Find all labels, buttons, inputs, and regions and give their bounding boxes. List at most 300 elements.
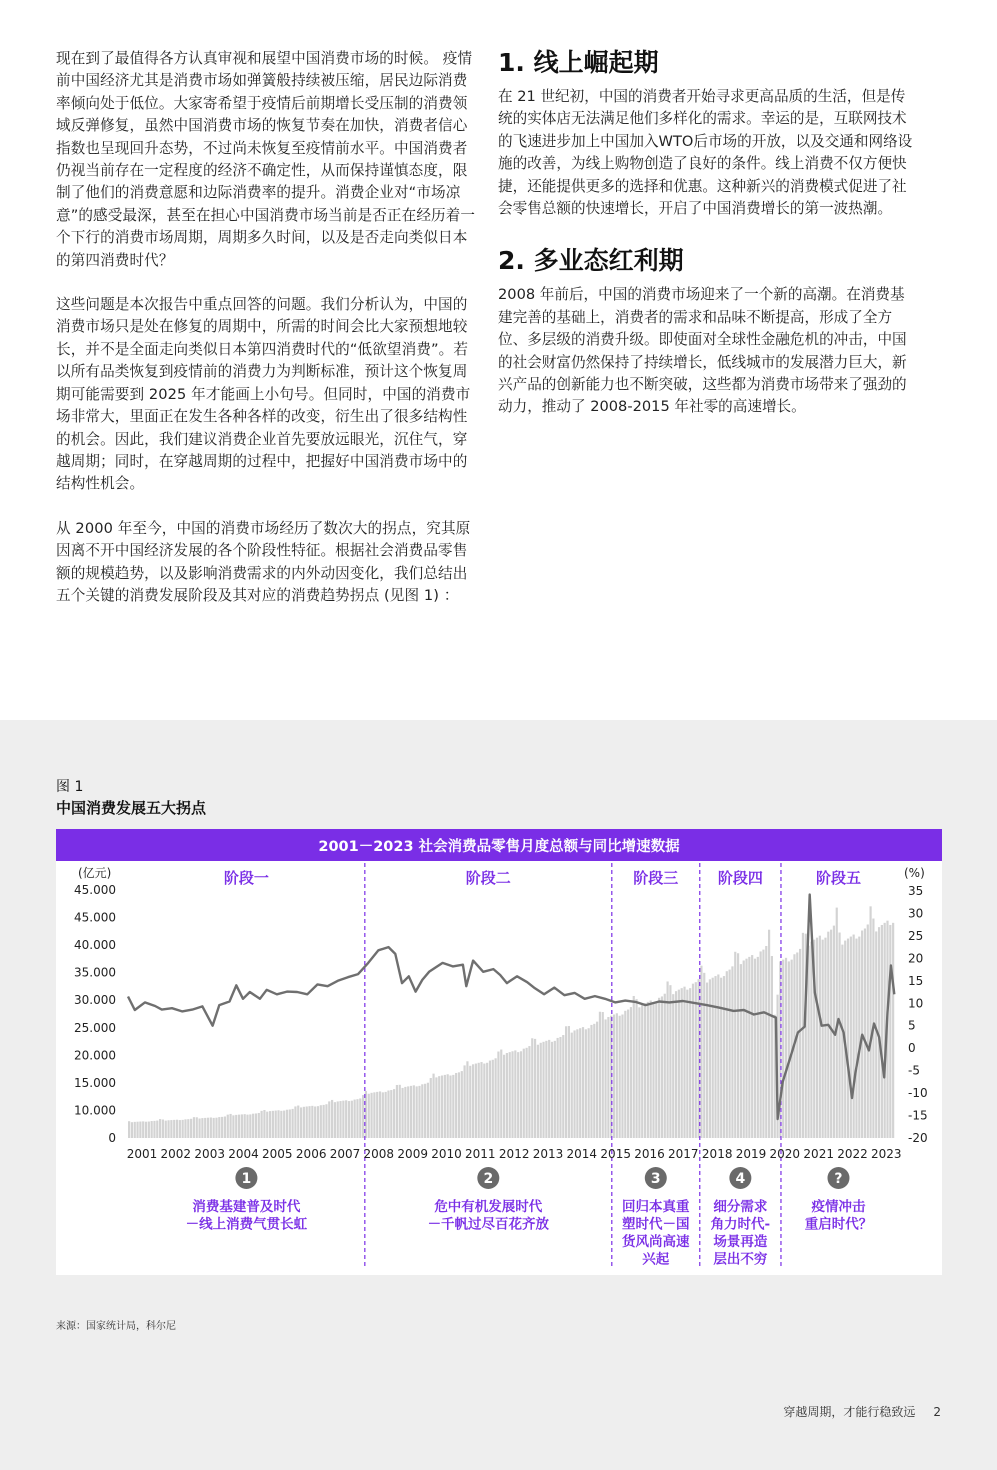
retail-bar (249, 1114, 251, 1138)
retail-bar (613, 1015, 615, 1139)
retail-bar (399, 1085, 401, 1138)
retail-bar (170, 1120, 172, 1138)
retail-bar (526, 1048, 528, 1138)
retail-bar (534, 1039, 536, 1138)
retail-bar (714, 976, 716, 1138)
retail-bar (418, 1086, 420, 1138)
retail-bar (796, 952, 798, 1138)
retail-bar (621, 1015, 623, 1139)
stage-labels (224, 869, 861, 887)
retail-bar (604, 1019, 606, 1138)
retail-bar (136, 1122, 138, 1138)
retail-bar (720, 978, 722, 1138)
retail-bar (215, 1118, 217, 1138)
retail-bar (517, 1052, 519, 1138)
retail-bar (196, 1117, 198, 1138)
retail-bar (754, 959, 756, 1138)
right-axis-tick: 35 (908, 884, 924, 898)
stage-description-line: 塑时代－国 (622, 1216, 690, 1233)
left-axis-tick: 45.000 (74, 883, 116, 897)
x-axis-tick: 2010 (431, 1147, 462, 1161)
retail-bar (447, 1074, 449, 1138)
retail-bar (466, 1061, 468, 1138)
right-axis-tick: 20 (908, 951, 924, 966)
retail-bar (328, 1101, 330, 1138)
retail-bar (495, 1058, 497, 1138)
retail-bar (565, 1026, 567, 1138)
retail-bar (655, 1002, 657, 1138)
retail-bar (672, 994, 674, 1138)
stage-description-line: 兴起 (642, 1251, 670, 1268)
retail-bar (762, 950, 764, 1138)
x-axis-tick: 2018 (701, 1147, 733, 1161)
retail-bar (390, 1090, 392, 1138)
retail-bar (768, 930, 770, 1138)
retail-bar (585, 1029, 587, 1138)
figure-title: 中国消费发展五大拐点 (56, 799, 207, 817)
retail-bar (624, 1011, 626, 1138)
retail-bar (554, 1041, 556, 1138)
left-axis-tick: 20.000 (74, 1048, 116, 1063)
retail-bar (331, 1100, 333, 1138)
retail-bar (864, 929, 866, 1139)
stages-column (498, 46, 918, 443)
retail-bar (263, 1110, 265, 1138)
retail-bar (785, 958, 787, 1138)
retail-bar (238, 1115, 240, 1138)
retail-bar (593, 1024, 595, 1138)
retail-bar (342, 1101, 344, 1138)
retail-bar (500, 1050, 502, 1138)
retail-bar (283, 1111, 285, 1138)
retail-bar (416, 1086, 418, 1138)
stage-label: 阶段三 (633, 869, 679, 887)
stage-badge-number: 2 (483, 1171, 494, 1187)
retail-bar (537, 1045, 539, 1138)
figure-number: 图 1 (56, 779, 84, 795)
x-axis-tick: 2004 (228, 1147, 259, 1161)
x-axis-tick: 2009 (397, 1147, 428, 1161)
retail-bar (590, 1025, 592, 1138)
retail-bar (855, 939, 857, 1138)
retail-bar (788, 961, 790, 1138)
retail-bar (743, 960, 745, 1138)
retail-bar (449, 1076, 451, 1138)
retail-bar (368, 1094, 370, 1138)
retail-bar (486, 1063, 488, 1138)
retail-bar (413, 1085, 415, 1138)
retail-bar (483, 1064, 485, 1138)
retail-bar (641, 1005, 643, 1138)
stage-label: 阶段五 (815, 869, 861, 887)
retail-bar (568, 1026, 570, 1138)
section-heading-multiformat: 2. 多业态红利期 (498, 246, 684, 276)
retail-bar (492, 1060, 494, 1138)
retail-bar (647, 1002, 649, 1138)
retail-bar (559, 1037, 561, 1138)
stage-badge-number: 4 (735, 1171, 746, 1187)
retail-bar (458, 1072, 460, 1138)
retail-bar (227, 1115, 229, 1138)
left-axis-tick: 15.000 (74, 1075, 116, 1090)
right-axis-tick: 0 (908, 1041, 916, 1056)
retail-bar (658, 998, 660, 1138)
retail-bar (297, 1106, 299, 1138)
retail-bar (167, 1120, 169, 1138)
retail-bar (514, 1050, 516, 1138)
retail-bar (472, 1064, 474, 1138)
retail-bar (692, 984, 694, 1138)
retail-bar (373, 1092, 375, 1138)
retail-bar (193, 1117, 195, 1138)
retail-bar (731, 966, 733, 1138)
retail-bar (737, 953, 739, 1138)
retail-bar (359, 1098, 361, 1138)
stage-badge-number: ? (834, 1171, 843, 1187)
retail-bar (275, 1111, 277, 1138)
stage-description-line: －线上消费气贯长虹 (185, 1216, 308, 1233)
retail-bar (317, 1106, 319, 1138)
retail-bar (151, 1121, 153, 1138)
stage-label: 阶段二 (465, 869, 511, 887)
left-axis-unit: (亿元) (78, 866, 112, 880)
retail-bar (664, 994, 666, 1138)
retail-bar (810, 942, 812, 1138)
retail-bar (300, 1107, 302, 1138)
x-axis-tick: 2008 (363, 1147, 395, 1161)
x-axis-ticks (127, 1147, 902, 1161)
retail-bar (165, 1121, 167, 1138)
retail-bar (320, 1105, 322, 1138)
retail-bar (802, 933, 804, 1138)
x-axis-tick: 2013 (532, 1147, 564, 1161)
retail-bar (695, 982, 697, 1138)
retail-bar (370, 1093, 372, 1138)
retail-bar (145, 1122, 147, 1138)
retail-bar (266, 1112, 268, 1138)
stage-description-line: 层出不穷 (713, 1251, 768, 1268)
right-axis-tick: -5 (908, 1063, 920, 1078)
retail-bar (139, 1122, 141, 1138)
stage-description-line: 细分需求 (713, 1199, 768, 1215)
retail-bar (838, 933, 840, 1138)
intro-paragraph-3: 从 2000 年至今，中国的消费市场经历了数次大的拐点，究其原因离不开中国经济发展的各个阶段性特征。根据社会消费品零售额的规模趋势，以及影响消费需求的内外动因变化，我们总结出五个关键的消费发展阶段及其对应的消费趋势拐点 (见图 1) ： (56, 519, 471, 604)
x-axis-tick: 2021 (803, 1147, 834, 1161)
retail-bar (272, 1111, 274, 1138)
retail-bar (667, 981, 669, 1138)
retail-bar (173, 1120, 175, 1138)
retail-bar (760, 951, 762, 1138)
retail-bar (430, 1078, 432, 1138)
retail-bar (410, 1086, 412, 1138)
x-axis-tick: 2014 (566, 1147, 598, 1161)
retail-bar (480, 1062, 482, 1138)
retail-bar (427, 1083, 429, 1138)
stage-label: 阶段四 (717, 869, 763, 887)
retail-bar (748, 957, 750, 1138)
retail-bar (588, 1028, 590, 1138)
retail-bar (830, 930, 832, 1138)
retail-bar (204, 1118, 206, 1138)
retail-bar (675, 991, 677, 1138)
retail-bar (201, 1118, 203, 1138)
retail-bar (339, 1101, 341, 1138)
retail-bar (599, 1012, 601, 1138)
retail-bar (870, 906, 872, 1138)
retail-bar (306, 1106, 308, 1138)
retail-bar (387, 1091, 389, 1138)
retail-bar (184, 1119, 186, 1138)
retail-bar (179, 1120, 181, 1138)
retail-bar (334, 1102, 336, 1138)
retail-bar (351, 1101, 353, 1138)
retail-bar (385, 1092, 387, 1138)
retail-bar (432, 1074, 434, 1138)
retail-bar (542, 1042, 544, 1138)
retail-bar (258, 1113, 260, 1138)
retail-bar (867, 924, 869, 1138)
retail-bar (292, 1109, 294, 1138)
stage-description-line: 回归本真重 (622, 1199, 690, 1215)
section-body-online: 在 21 世纪初，中国的消费者开始寻求更高品质的生活，但是传统的实体店无法满足他们多样化的需求。幸运的是，互联网技术的飞速进步加上中国加入WTO后市场的开放，以及交通和网络设施的改善，为线上购物创造了良好的条件。线上消费不仅方便快捷，还能提供更多的选择和优惠。这种新兴的消费模式促进了社会零售总额的快速增长，开启了中国消费增长的第一波热潮。 (498, 88, 913, 218)
x-axis-tick: 2002 (160, 1147, 192, 1161)
retail-bar (661, 996, 663, 1138)
retail-bar (635, 999, 637, 1138)
x-axis-tick: 2022 (837, 1147, 868, 1161)
x-axis-tick: 2017 (668, 1147, 699, 1161)
stage-description-line: 重启时代？ (804, 1216, 873, 1233)
stage-description-line: －千帆过尽百花齐放 (427, 1216, 550, 1233)
x-axis-tick: 2016 (634, 1147, 665, 1161)
retail-bar (218, 1117, 220, 1138)
retail-bar (156, 1121, 158, 1138)
retail-bar (354, 1100, 356, 1138)
retail-bar (841, 945, 843, 1138)
retail-bar (557, 1038, 559, 1138)
chart-banner-title: 2001－2023 社会消费品零售月度总额与同比增速数据 (318, 839, 680, 855)
x-axis-tick: 2015 (600, 1147, 631, 1161)
retail-bar (709, 979, 711, 1138)
retail-bar (740, 964, 742, 1138)
right-axis-ticks (908, 884, 928, 1145)
retail-bar (207, 1118, 209, 1138)
stage-badge-number: 3 (650, 1171, 661, 1187)
retail-bar (503, 1055, 505, 1138)
retail-bar (571, 1033, 573, 1138)
x-axis-tick: 2005 (262, 1147, 293, 1161)
retail-bar (889, 925, 891, 1138)
retail-bar (461, 1071, 463, 1138)
retail-bar (337, 1101, 339, 1138)
right-axis-tick: -15 (908, 1108, 928, 1123)
retail-bar (681, 988, 683, 1138)
retail-bar (723, 976, 725, 1138)
retail-bar (232, 1115, 234, 1138)
retail-bar (892, 923, 894, 1138)
stage-description-line: 场景再造 (713, 1234, 768, 1250)
retail-bar (280, 1111, 282, 1138)
retail-bar (356, 1099, 358, 1138)
retail-bar (686, 990, 688, 1138)
retail-bar (246, 1115, 248, 1138)
retail-bar (424, 1084, 426, 1138)
retail-bar (545, 1041, 547, 1138)
retail-bar (678, 990, 680, 1138)
retail-bar (444, 1075, 446, 1138)
retail-bar (455, 1073, 457, 1138)
retail-bar (523, 1049, 525, 1138)
retail-bar (819, 936, 821, 1138)
retail-bar (190, 1119, 192, 1138)
retail-bar (230, 1114, 232, 1138)
retail-bar (573, 1030, 575, 1138)
retail-bar (396, 1085, 398, 1138)
retail-bar (528, 1046, 530, 1138)
retail-bar (669, 985, 671, 1138)
stage-description-line: 消费基建普及时代 (192, 1199, 301, 1215)
retail-bar (582, 1027, 584, 1138)
retail-bar (562, 1035, 564, 1138)
x-axis-tick: 2001 (126, 1147, 158, 1161)
stage-label: 阶段一 (223, 869, 269, 887)
x-axis-tick: 2003 (194, 1147, 225, 1161)
retail-bar (153, 1121, 155, 1138)
retail-bar (782, 960, 784, 1138)
right-axis-tick: -20 (908, 1131, 928, 1145)
retail-bar (850, 937, 852, 1138)
x-axis-tick: 2011 (465, 1147, 496, 1161)
retail-bar (717, 974, 719, 1138)
retail-bar (816, 938, 818, 1138)
retail-bar (607, 1017, 609, 1138)
retail-bar (401, 1088, 403, 1138)
footer-title: 穿越周期，才能行稳致远 (783, 1405, 916, 1419)
retail-bar (579, 1028, 581, 1138)
retail-bar (853, 935, 855, 1138)
retail-bar (576, 1029, 578, 1138)
retail-bar (148, 1122, 150, 1138)
retail-bar (469, 1066, 471, 1138)
right-axis-tick: 5 (908, 1018, 916, 1033)
retail-bar (441, 1076, 443, 1138)
stage-description-line: 角力时代- (710, 1216, 771, 1233)
stage-badges (186, 1167, 873, 1268)
stage-badge-number: 1 (241, 1171, 252, 1187)
section-heading-online: 1. 线上崛起期 (498, 48, 659, 77)
retail-bar (489, 1061, 491, 1138)
retail-bar (382, 1092, 384, 1138)
retail-bar (506, 1053, 508, 1138)
stage-description-line: 货风尚高速 (622, 1234, 690, 1250)
retail-bar (345, 1100, 347, 1138)
retail-bar (644, 1003, 646, 1138)
retail-bar (822, 940, 824, 1138)
stage-description-line: 危中有机发展时代 (434, 1199, 543, 1215)
retail-bar (452, 1075, 454, 1138)
page-footer (765, 1403, 941, 1420)
retail-bar (881, 925, 883, 1138)
retail-bar (261, 1111, 263, 1138)
retail-bar (734, 952, 736, 1138)
chart-svg (56, 829, 942, 1275)
x-axis-tick: 2006 (295, 1147, 327, 1161)
retail-bar (421, 1084, 423, 1138)
retail-bar (712, 978, 714, 1138)
retail-bar (294, 1106, 296, 1138)
retail-bar (348, 1101, 350, 1138)
retail-bar (511, 1051, 513, 1138)
retail-bar (162, 1120, 164, 1138)
retail-bar (858, 937, 860, 1138)
retail-bar (627, 1010, 629, 1138)
right-axis-tick: 25 (908, 928, 924, 943)
intro-column (56, 48, 476, 629)
retail-bar (277, 1110, 279, 1138)
retail-bar (176, 1120, 178, 1138)
retail-bar (548, 1040, 550, 1138)
retail-bar (650, 1001, 652, 1138)
retail-bar (142, 1121, 144, 1138)
retail-bar (616, 1013, 618, 1138)
retail-bar (269, 1111, 271, 1138)
retail-bar (771, 956, 773, 1138)
retail-bar (224, 1116, 226, 1138)
source-note: 来源：国家统计局，科尔尼 (56, 1321, 176, 1332)
retail-bar (404, 1087, 406, 1138)
retail-bar (551, 1042, 553, 1138)
retail-bar (689, 988, 691, 1138)
retail-bar (159, 1119, 161, 1138)
retail-bar (478, 1063, 480, 1138)
retail-bar (134, 1122, 136, 1138)
retail-bar (700, 966, 702, 1138)
retail-bar (241, 1114, 243, 1138)
retail-bar (362, 1095, 364, 1138)
left-axis-tick: 40.000 (74, 938, 116, 953)
right-axis-tick: 30 (908, 906, 924, 921)
retail-bar (187, 1119, 189, 1138)
retail-bar (633, 996, 635, 1138)
stage-description-line: 疫情冲击 (811, 1199, 866, 1215)
retail-bar (827, 932, 829, 1138)
right-axis-tick: -10 (908, 1086, 928, 1101)
retail-bar (475, 1064, 477, 1138)
retail-bar (323, 1105, 325, 1138)
section-body-multiformat: 2008 年前后，中国的消费市场迎来了一个新的高潮。在消费基建完善的基础上，消费者的需求和品味不断提高，形成了全方位、多层级的消费升级。即使面对全球性金融危机的冲击，中国的社会财富仍然保持了持续增长，低线城市的发展潜力巨大，新兴产品的创新能力也不断突破，这些都为消费市场带来了强劲的动力，推动了 2008-2015 年社零的高速增长。 (498, 286, 907, 416)
page-number: 2 (933, 1405, 941, 1419)
retail-bar (464, 1065, 466, 1138)
retail-bar (509, 1052, 511, 1138)
retail-bar (286, 1110, 288, 1138)
retail-bar (303, 1107, 305, 1138)
intro-paragraph-1: 现在到了最值得各方认真审视和展望中国消费市场的时候。 疫情前中国经济尤其是消费市场如弹簧般持续被压缩，居民边际消费率倾向处于低位。大家寄希望于疫情后前期增长受压制的消费领域反弹修复，虽然中国消费市场的恢复节奏在加快，消费者信心指数也呈现回升态势，不过尚未恢复至疫情前水平。中国消费者仍视当前存在一定程度的经济不确定性，从而保持谨慎态度，限制了他们的消费意愿和边际消费率的提升。消费企业对“市场凉意”的感受最深，甚至在担心中国消费市场当前是否正在经历着一个下行的消费市场周期，周期多久时间，以及是否走向类似日本的第四消费时代？ (56, 50, 476, 269)
x-axis-tick: 2020 (769, 1147, 801, 1161)
retail-bar (638, 1007, 640, 1138)
retail-bar (289, 1109, 291, 1138)
retail-bar (314, 1106, 316, 1138)
retail-bar (435, 1077, 437, 1138)
retail-bar (325, 1104, 327, 1138)
retail-bar (311, 1106, 313, 1138)
retail-bar (255, 1113, 257, 1138)
left-axis-tick: 10.000 (74, 1103, 116, 1118)
left-axis-tick: 45.000 (74, 910, 116, 925)
retail-bar (630, 1007, 632, 1138)
right-axis-unit: (%) (904, 866, 925, 880)
x-axis-tick: 2012 (498, 1147, 530, 1161)
retail-bar (751, 955, 753, 1138)
retail-bar (729, 970, 731, 1138)
